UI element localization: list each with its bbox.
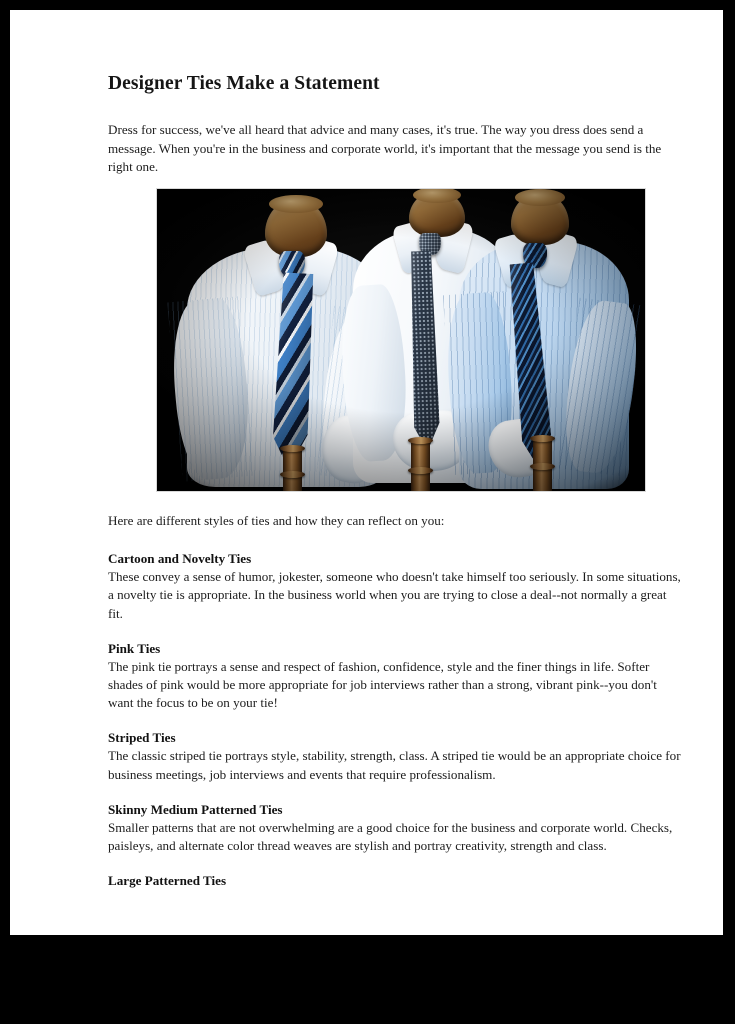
section-skinny-medium-patterned-ties [108,801,694,855]
left-neck-top [269,195,323,213]
tie-photo-figure [156,188,646,492]
section-body: The classic striped tie portrays style, stability, strength, class. A striped tie would be an appropriate choice for business meetings, job interviews and events that require professionalism. [108,748,681,782]
center-stand [411,439,430,491]
photo-scene [157,189,645,491]
section-cartoon-and-novelty-ties [108,550,694,623]
section-heading: Cartoon and Novelty Ties [108,551,252,567]
left-stand [283,447,302,491]
section-large-patterned-ties [108,872,694,889]
center-stand-ring-bottom [408,467,433,474]
section-heading: Pink Ties [108,640,161,656]
lead-line: Here are different styles of ties and how they can reflect on you: [108,513,445,528]
left-stand-ring-top [280,445,305,452]
section-body: The pink tie portrays a sense and respect of fashion, confidence, style and the finer things in life. Softer shades of pink would be more appropriate for job interviews rather than a strong, vibrant pink--you don't want the focus to be on your tie! [108,658,657,711]
intro-paragraph: Dress for success, we've all heard that advice and many cases, it's true. The way you dress does send a message. When you're in the business and corporate world, it's important that the message you send is the right one. [108,122,662,174]
right-neck-top [515,189,565,206]
page-title: Designer Ties Make a Statement [108,73,380,94]
document-content [108,72,694,906]
section-body: Smaller patterns that are not overwhelming are a good choice for the business and corporate world. Checks, paisleys, and alternate color thread weaves are stylish and portray creativity, strength and class. [108,819,673,854]
tie-photograph [156,188,646,492]
section-pink-ties [108,640,694,713]
right-stand-ring-bottom [530,463,555,470]
left-stand-ring-bottom [280,471,305,478]
section-heading: Large Patterned Ties [108,873,227,889]
center-stand-ring-top [408,437,433,444]
document-page [10,10,723,935]
section-heading: Skinny Medium Patterned Ties [108,801,283,817]
right-stand-ring-top [530,435,555,442]
section-heading: Striped Ties [108,730,176,746]
section-body: These convey a sense of humor, jokester, someone who doesn't take himself too seriously. In some situations, a novelty tie is appropriate. In the business world when you are trying to close a deal--not normally a great fit. [108,569,681,621]
section-striped-ties [108,729,694,783]
